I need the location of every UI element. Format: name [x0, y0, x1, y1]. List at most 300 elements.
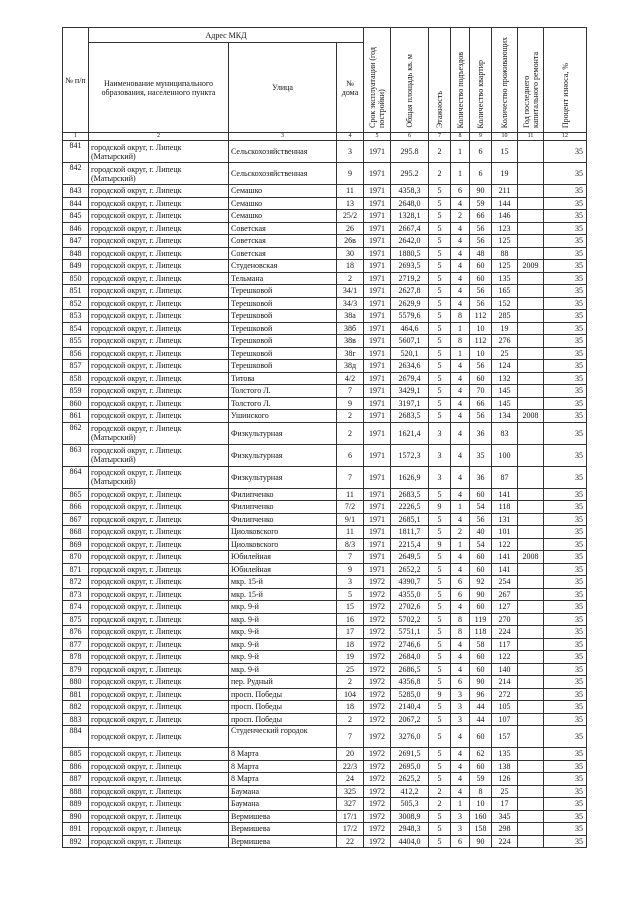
row-number: 859 — [63, 385, 89, 398]
street-cell: Филипченко — [229, 488, 337, 501]
repair-year-cell — [518, 726, 544, 748]
table-row — [63, 466, 587, 488]
apartments-cell: 60 — [470, 651, 492, 664]
table-row — [63, 798, 587, 811]
municipality-name: городской округ, г. Липецк — [91, 689, 182, 699]
repair-year-cell — [518, 576, 544, 589]
street-cell: мкр. 9-й — [229, 638, 337, 651]
municipality-cell — [89, 422, 229, 444]
wear-percent-cell: 35 — [544, 588, 587, 601]
repair-year-cell — [518, 347, 544, 360]
house-number-cell: 17 — [337, 626, 364, 639]
entrances-cell: 4 — [451, 285, 470, 298]
municipality-cell — [89, 588, 229, 601]
repair-year-cell — [518, 310, 544, 323]
house-number-cell: 11 — [337, 488, 364, 501]
entrances-cell: 6 — [451, 835, 470, 848]
apartments-cell: 96 — [470, 688, 492, 701]
house-number-cell: 38а — [337, 310, 364, 323]
repair-year-cell — [518, 385, 544, 398]
table-row — [63, 163, 587, 185]
municipality-cell — [89, 601, 229, 614]
year-cell: 1971 — [364, 260, 391, 273]
entrances-cell: 4 — [451, 422, 470, 444]
municipality-cell — [89, 360, 229, 373]
row-number: 892 — [63, 835, 89, 848]
residents-cell: 105 — [492, 701, 518, 714]
apartments-cell: 66 — [470, 397, 492, 410]
floors-cell: 5 — [429, 513, 451, 526]
residents-cell: 19 — [492, 163, 518, 185]
area-cell: 2627,8 — [391, 285, 429, 298]
municipality-cell — [89, 835, 229, 848]
repair-year-cell — [518, 210, 544, 223]
street-cell: Терешковой — [229, 297, 337, 310]
residents-cell: 144 — [492, 197, 518, 210]
column-number: 4 — [337, 133, 364, 141]
entrances-cell: 4 — [451, 488, 470, 501]
street-cell: просп. Победы — [229, 713, 337, 726]
year-cell: 1971 — [364, 185, 391, 198]
floors-cell: 5 — [429, 773, 451, 786]
municipality-cell — [89, 285, 229, 298]
floors-cell: 5 — [429, 576, 451, 589]
wear-percent-cell: 35 — [544, 576, 587, 589]
repair-year-cell — [518, 638, 544, 651]
repair-year-cell — [518, 141, 544, 163]
residents-cell: 19 — [492, 322, 518, 335]
area-cell: 2652,2 — [391, 563, 429, 576]
residents-cell: 15 — [492, 141, 518, 163]
municipality-name: городской округ, г. Липецк — [91, 323, 182, 333]
residents-cell: 83 — [492, 422, 518, 444]
residents-cell: 254 — [492, 576, 518, 589]
area-cell: 2226,5 — [391, 501, 429, 514]
area-cell: 1811,7 — [391, 526, 429, 539]
header-row-num: № п/п — [63, 28, 89, 133]
municipality-name: городской округ, г. Липецк — [91, 714, 182, 724]
wear-percent-cell: 35 — [544, 526, 587, 539]
entrances-cell: 1 — [451, 163, 470, 185]
house-number-cell: 104 — [337, 688, 364, 701]
entrances-cell: 2 — [451, 210, 470, 223]
street-cell: Студенческий городок — [229, 726, 337, 748]
year-cell: 1971 — [364, 422, 391, 444]
municipality-cell — [89, 563, 229, 576]
street-cell: 8 Марта — [229, 760, 337, 773]
house-number-cell: 34/3 — [337, 297, 364, 310]
wear-percent-cell: 35 — [544, 663, 587, 676]
apartments-cell: 60 — [470, 551, 492, 564]
floors-cell: 5 — [429, 588, 451, 601]
row-number: 850 — [63, 272, 89, 285]
row-number: 880 — [63, 676, 89, 689]
table-row — [63, 235, 587, 248]
area-cell: 2719,2 — [391, 272, 429, 285]
house-number-cell: 7 — [337, 551, 364, 564]
house-number-cell: 2 — [337, 422, 364, 444]
residents-cell: 124 — [492, 360, 518, 373]
house-number-cell: 17/1 — [337, 810, 364, 823]
wear-percent-cell: 35 — [544, 322, 587, 335]
street-cell: мкр. 9-й — [229, 651, 337, 664]
residents-cell: 146 — [492, 210, 518, 223]
wear-percent-cell: 35 — [544, 626, 587, 639]
repair-year-cell — [518, 676, 544, 689]
house-number-cell: 19 — [337, 651, 364, 664]
row-number: 862 — [63, 422, 89, 444]
municipality-cell — [89, 222, 229, 235]
floors-cell: 5 — [429, 360, 451, 373]
entrances-cell: 4 — [451, 444, 470, 466]
entrances-cell: 4 — [451, 372, 470, 385]
municipality-name: городской округ, г. Липецк — [91, 164, 182, 174]
municipality-name: городской округ, г. Липецк — [91, 664, 182, 674]
wear-percent-cell: 35 — [544, 563, 587, 576]
municipality-cell — [89, 513, 229, 526]
street-cell: Терешковой — [229, 347, 337, 360]
residents-cell: 131 — [492, 513, 518, 526]
header-municipality: Наименование муниципального образования, населенного пункта — [89, 43, 229, 133]
municipality-name: городской округ, г. Липецк — [91, 749, 182, 759]
apartments-cell: 58 — [470, 638, 492, 651]
apartments-cell: 40 — [470, 526, 492, 539]
entrances-cell: 4 — [451, 785, 470, 798]
apartments-cell: 92 — [470, 576, 492, 589]
entrances-cell: 8 — [451, 626, 470, 639]
municipality-name: городской округ, г. Липецк — [91, 539, 182, 549]
municipality-name: городской округ, г. Липецк — [91, 824, 182, 834]
apartments-cell: 6 — [470, 163, 492, 185]
entrances-cell: 3 — [451, 810, 470, 823]
municipality-cell — [89, 526, 229, 539]
house-number-cell: 11 — [337, 185, 364, 198]
apartments-cell: 56 — [470, 285, 492, 298]
street-cell: Сельскохозяйственная — [229, 163, 337, 185]
municipality-name: городской округ, г. Липецк — [91, 298, 182, 308]
repair-year-cell — [518, 444, 544, 466]
apartments-cell: 59 — [470, 773, 492, 786]
table-row — [63, 297, 587, 310]
year-cell: 1971 — [364, 197, 391, 210]
year-cell: 1971 — [364, 310, 391, 323]
floors-cell: 5 — [429, 310, 451, 323]
street-cell: просп. Победы — [229, 688, 337, 701]
street-cell: Советская — [229, 235, 337, 248]
wear-percent-cell: 35 — [544, 385, 587, 398]
street-cell: мкр. 9-й — [229, 663, 337, 676]
row-number: 875 — [63, 613, 89, 626]
year-cell: 1971 — [364, 335, 391, 348]
municipality-cell — [89, 444, 229, 466]
municipality-cell — [89, 272, 229, 285]
wear-percent-cell: 35 — [544, 260, 587, 273]
wear-percent-cell: 35 — [544, 185, 587, 198]
entrances-cell: 4 — [451, 247, 470, 260]
apartments-cell: 54 — [470, 538, 492, 551]
street-cell: пер. Рудный — [229, 676, 337, 689]
municipality-cell — [89, 488, 229, 501]
floors-cell: 5 — [429, 835, 451, 848]
row-number: 842 — [63, 163, 89, 185]
floors-cell: 5 — [429, 663, 451, 676]
area-cell: 2683,5 — [391, 410, 429, 423]
residents-cell: 100 — [492, 444, 518, 466]
header-house: № дома — [337, 43, 364, 133]
municipality-name: городской округ, г. Липецк — [91, 677, 182, 687]
street-cell: Ушинского — [229, 410, 337, 423]
street-cell: Баумана — [229, 785, 337, 798]
residents-cell: 122 — [492, 538, 518, 551]
street-cell: Сельскохозяйственная — [229, 141, 337, 163]
apartments-cell: 10 — [470, 798, 492, 811]
entrances-cell: 8 — [451, 335, 470, 348]
floors-cell: 5 — [429, 651, 451, 664]
repair-year-cell — [518, 773, 544, 786]
house-number-cell: 3 — [337, 576, 364, 589]
municipality-cell — [89, 163, 229, 185]
row-number: 884 — [63, 726, 89, 748]
wear-percent-cell: 35 — [544, 676, 587, 689]
year-cell: 1971 — [364, 285, 391, 298]
municipality-cell — [89, 247, 229, 260]
year-cell: 1971 — [364, 513, 391, 526]
floors-cell: 5 — [429, 272, 451, 285]
apartments-cell: 158 — [470, 823, 492, 836]
residents-cell: 224 — [492, 626, 518, 639]
area-cell: 5702,2 — [391, 613, 429, 626]
house-number-cell: 7 — [337, 385, 364, 398]
entrances-cell: 4 — [451, 601, 470, 614]
year-cell: 1972 — [364, 601, 391, 614]
wear-percent-cell: 35 — [544, 335, 587, 348]
table-row — [63, 285, 587, 298]
floors-cell: 5 — [429, 760, 451, 773]
table-row — [63, 773, 587, 786]
area-cell: 295.2 — [391, 163, 429, 185]
table-row — [63, 185, 587, 198]
row-number: 877 — [63, 638, 89, 651]
table-row — [63, 613, 587, 626]
municipality-cell — [89, 810, 229, 823]
wear-percent-cell: 35 — [544, 513, 587, 526]
table-row — [63, 551, 587, 564]
table-row — [63, 785, 587, 798]
row-number: 856 — [63, 347, 89, 360]
residents-cell: 17 — [492, 798, 518, 811]
street-cell: Советская — [229, 222, 337, 235]
house-number-cell: 26 — [337, 222, 364, 235]
table-row — [63, 526, 587, 539]
residents-cell: 127 — [492, 601, 518, 614]
table-row — [63, 835, 587, 848]
house-number-cell: 16 — [337, 613, 364, 626]
municipality-name: городской округ, г. Липецк — [91, 311, 182, 321]
repair-year-cell — [518, 285, 544, 298]
table-row — [63, 322, 587, 335]
municipality-name: городской округ, г. Липецк — [91, 732, 182, 741]
municipality-name: городской округ, г. Липецк — [91, 398, 182, 408]
municipality-cell — [89, 410, 229, 423]
street-cell: Тельмана — [229, 272, 337, 285]
municipality-name: городской округ, г. Липецк — [91, 811, 182, 821]
row-number: 841 — [63, 141, 89, 163]
municipality-cell — [89, 626, 229, 639]
entrances-cell: 3 — [451, 713, 470, 726]
area-cell: 2067,2 — [391, 713, 429, 726]
repair-year-cell — [518, 397, 544, 410]
table-row — [63, 588, 587, 601]
apartments-cell: 44 — [470, 701, 492, 714]
apartments-cell: 90 — [470, 588, 492, 601]
settlement-subname: (Матырский) — [91, 477, 136, 486]
municipality-name: городской округ, г. Липецк — [91, 336, 182, 346]
row-number: 860 — [63, 397, 89, 410]
table-row — [63, 347, 587, 360]
house-number-cell: 38б — [337, 322, 364, 335]
table-row — [63, 713, 587, 726]
municipality-name: городской округ, г. Липецк — [91, 552, 182, 562]
year-cell: 1972 — [364, 676, 391, 689]
entrances-cell: 4 — [451, 466, 470, 488]
table-row — [63, 360, 587, 373]
entrances-cell: 4 — [451, 563, 470, 576]
floors-cell: 5 — [429, 335, 451, 348]
municipality-cell — [89, 347, 229, 360]
year-cell: 1971 — [364, 141, 391, 163]
entrances-cell: 1 — [451, 798, 470, 811]
residents-cell: 125 — [492, 235, 518, 248]
table-row — [63, 748, 587, 761]
area-cell: 2679,4 — [391, 372, 429, 385]
row-number: 868 — [63, 526, 89, 539]
municipality-name: городской округ, г. Липецк — [91, 286, 182, 296]
apartments-cell: 90 — [470, 676, 492, 689]
residents-cell: 224 — [492, 835, 518, 848]
street-cell: Терешковой — [229, 335, 337, 348]
apartments-cell: 70 — [470, 385, 492, 398]
entrances-cell: 1 — [451, 322, 470, 335]
row-number: 853 — [63, 310, 89, 323]
municipality-cell — [89, 576, 229, 589]
repair-year-cell — [518, 235, 544, 248]
repair-year-cell — [518, 823, 544, 836]
year-cell: 1971 — [364, 247, 391, 260]
repair-year-cell — [518, 713, 544, 726]
row-number: 852 — [63, 297, 89, 310]
repair-year-cell — [518, 335, 544, 348]
area-cell: 4390,7 — [391, 576, 429, 589]
row-number: 843 — [63, 185, 89, 198]
area-cell: 3008,9 — [391, 810, 429, 823]
municipality-name: городской округ, г. Липецк — [91, 348, 182, 358]
year-cell: 1972 — [364, 613, 391, 626]
wear-percent-cell: 35 — [544, 688, 587, 701]
entrances-cell: 2 — [451, 526, 470, 539]
house-number-cell: 3 — [337, 141, 364, 163]
apartments-cell: 90 — [470, 835, 492, 848]
year-cell: 1971 — [364, 272, 391, 285]
row-number: 881 — [63, 688, 89, 701]
row-number: 851 — [63, 285, 89, 298]
wear-percent-cell: 35 — [544, 613, 587, 626]
entrances-cell: 4 — [451, 551, 470, 564]
wear-percent-cell: 35 — [544, 551, 587, 564]
municipality-cell — [89, 638, 229, 651]
area-cell: 3276,0 — [391, 726, 429, 748]
floors-cell: 5 — [429, 823, 451, 836]
area-cell: 5285,0 — [391, 688, 429, 701]
street-cell: Физкультурная — [229, 444, 337, 466]
row-number: 873 — [63, 588, 89, 601]
area-cell: 2683,5 — [391, 488, 429, 501]
municipality-cell — [89, 713, 229, 726]
apartments-cell: 90 — [470, 185, 492, 198]
year-cell: 1971 — [364, 526, 391, 539]
apartments-cell: 60 — [470, 372, 492, 385]
residents-cell: 138 — [492, 760, 518, 773]
municipality-name: городской округ, г. Липецк — [91, 273, 182, 283]
row-number: 855 — [63, 335, 89, 348]
municipality-name: городской округ, г. Липецк — [91, 639, 182, 649]
repair-year-cell — [518, 197, 544, 210]
row-number: 887 — [63, 773, 89, 786]
house-number-cell: 18 — [337, 638, 364, 651]
year-cell: 1972 — [364, 748, 391, 761]
table-row — [63, 410, 587, 423]
apartments-cell: 56 — [470, 222, 492, 235]
table-row — [63, 601, 587, 614]
wear-percent-cell: 35 — [544, 235, 587, 248]
residents-cell: 298 — [492, 823, 518, 836]
row-number: 883 — [63, 713, 89, 726]
area-cell: 2948,3 — [391, 823, 429, 836]
wear-percent-cell: 35 — [544, 347, 587, 360]
row-number: 869 — [63, 538, 89, 551]
municipality-cell — [89, 785, 229, 798]
floors-cell: 5 — [429, 372, 451, 385]
year-cell: 1972 — [364, 810, 391, 823]
apartments-cell: 56 — [470, 410, 492, 423]
apartments-cell: 60 — [470, 760, 492, 773]
municipality-cell — [89, 141, 229, 163]
area-cell: 412,2 — [391, 785, 429, 798]
wear-percent-cell: 35 — [544, 488, 587, 501]
floors-cell: 5 — [429, 222, 451, 235]
house-number-cell: 9 — [337, 163, 364, 185]
table-row — [63, 372, 587, 385]
house-number-cell: 17/2 — [337, 823, 364, 836]
municipality-name: городской округ, г. Липецк — [91, 211, 182, 221]
area-cell: 2634,6 — [391, 360, 429, 373]
residents-cell: 122 — [492, 651, 518, 664]
row-number: 882 — [63, 701, 89, 714]
municipality-name: городской округ, г. Липецк — [91, 702, 182, 712]
column-number: 11 — [518, 133, 544, 141]
area-cell: 520,1 — [391, 347, 429, 360]
repair-year-cell: 2009 — [518, 260, 544, 273]
repair-year-cell — [518, 651, 544, 664]
municipality-name: городской округ, г. Липецк — [91, 577, 182, 587]
entrances-cell: 4 — [451, 260, 470, 273]
apartments-cell: 60 — [470, 272, 492, 285]
row-number: 861 — [63, 410, 89, 423]
house-number-cell: 38д — [337, 360, 364, 373]
house-number-cell: 9 — [337, 563, 364, 576]
municipality-cell — [89, 397, 229, 410]
wear-percent-cell: 35 — [544, 272, 587, 285]
apartments-cell: 60 — [470, 488, 492, 501]
